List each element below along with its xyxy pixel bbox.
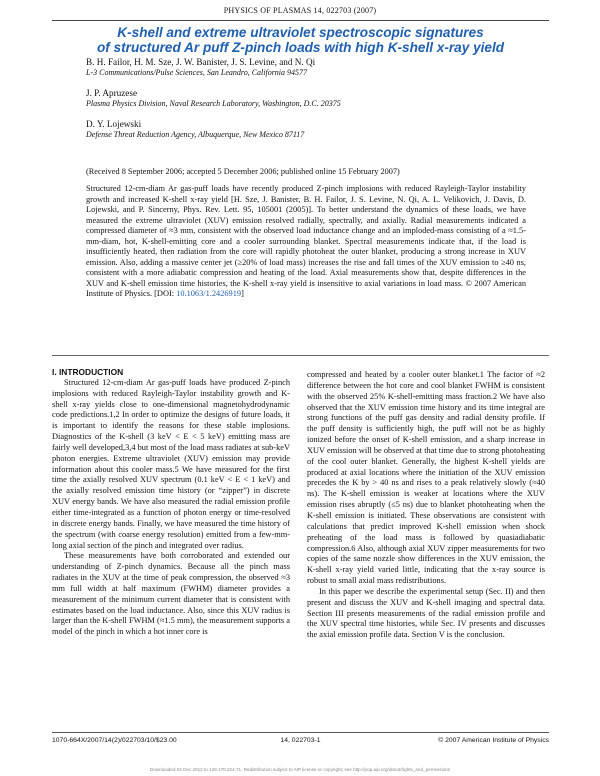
paragraph: Structured 12-cm-diam Ar gas-puff loads have produced Z-pinch implosions with reduced Rayleigh-Taylor instability growth and K-shell x-ray yields close to one-dimensional magnetohydrodynamic code predictions.1,2 In order to optimize the designs of future loads, it is important to identify the reasons for these stable implosions. Diagnostics of the K-shell (3 keV < E < 5 keV) emitting mass are fairly well developed,3,4 but most of the load mass radiates at sub-keV photon energies. Extreme ultraviolet (XUV) emission may provide information about this cooler mass.5 We have measured for the first time the axially resolved XUV spectrum (0.1 keV < E < 1 keV) and the axially resolved emission time history (or “zipper”) in discrete XUV energy bands. We have also measured the radial emission profile either time-integrated as a function of photon energy or time-resolved in discrete energy bands. Finally, we have measured the time history of the spectrum (with coarse energy resolution) emitted from a few-mm-long axial section of the pinch and integrated over radius. [52,377,290,550]
paragraph: In this paper we describe the experimental setup (Sec. II) and then present and discuss the XUV and K-shell imaging and spectral data. Section III presents measurements of the radial emission profile and the XUV spectral time histories, while Sec. IV presents and discusses the axial emission profile data. Section V is the conclusion. [307,586,545,640]
download-notice: Downloaded 04 Dec 2012 to 128.170.224.71. Redistribution subject to AIP license or copyright; see http://pop.aip.org/about/rights_and_permissions [149,767,451,772]
abstract [86,184,526,300]
author-affiliation: Plasma Physics Division, Naval Research Laboratory, Washington, D.C. 20375 [86,99,341,108]
article-title [52,25,549,55]
footer-copyright: © 2007 American Institute of Physics [438,737,549,744]
author-affiliation: L-3 Communications/Pulse Sciences, San Leandro, California 94577 [86,68,308,77]
paragraph: These measurements have both corroborated and extended our understanding of Z-pinch dynamics. Because all the pinch mass radiates in the XUV at the time of peak compression, the observed ≈3 mm full width at half maximum (FWHM) diameter provides a measurement of the minimum current diameter that is consistent with estimates based on the load inductance. Also, since this XUV radius is larger than the K-shell FWHM (≈1.5 mm), the measurement supports a model of the pinch in which a hot inner core is [52,551,290,637]
abstract-close-bracket: ] [241,289,244,299]
right-column [307,370,545,641]
author-group-2 [86,88,556,109]
footer-page-number: 14, 022703-1 [280,737,321,744]
doi-link[interactable]: 10.1063/1.2426919 [176,289,242,299]
author-group-1 [86,57,556,78]
section-heading: I. INTRODUCTION [52,367,124,377]
paragraph: compressed and heated by a cooler outer blanket.1 The factor of ≈2 difference between the hot core and cool blanket FWHM is consistent with the observed 25% K-shell-emitting mass fraction.2 We have also observed that the XUV emission time history and its time integral are strong functions of the puff gas density and radial density profile. If the puff density is sufficiently high, the puff will not be as highly ionized before the onset of K-shell emission, and a sharp increase in XUV emission will be observed at that time due to strong photoheating of the cool outer blanket. Generally, the highest K-shell yields are produced at axial locations where the initiation of the XUV emission precedes the K by > 40 ns and rises to a peak relatively slowly (≈40 ns). The K-shell emission is weaker at locations where the XUV emission rises abruptly (≤5 ns) due to blanket photoheating when the K-shell emission is initiated. These observations are consistent with calculations that predict improved K-shell emission when shock preheating of the load mass is followed by quasiadiabatic compression.6 Also, although axial XUV zipper measurements for two copies of the same nozzle show differences in the XUV emission, the K-shell x-ray yield varied little, indicating that the x-ray source is robust to small axial mass redistributions. [307,370,545,586]
author-names: B. H. Failor, H. M. Sze, J. W. Banister, J. S. Levine, and N. Qi [86,57,316,67]
author-names: D. Y. Lojewski [86,119,142,129]
author-affiliation: Defense Threat Reduction Agency, Albuquerque, New Mexico 87117 [86,130,305,139]
footer-issn: 1070-664X/2007/14(2)/022703/10/$23.00 [52,737,177,744]
title-line-2: of structured Ar puff Z-pinch loads with high K-shell x-ray yield [96,40,505,55]
title-line-1: K-shell and extreme ultraviolet spectroscopic signatures [117,25,484,40]
footer-divider [52,732,549,733]
header-divider [52,20,549,21]
abstract-divider [52,355,549,356]
author-names: J. P. Apruzese [86,88,138,98]
left-column [52,367,290,638]
author-group-3 [86,119,556,140]
abstract-body: Structured 12-cm-diam Ar gas-puff loads have recently produced Z-pinch implosions with reduced Rayleigh-Taylor instability growth and increased K-shell x-ray yield [H. Sze, J. Banister, B. H. Failor, J. S. Levine, N. Qi, A. L. Velikovich, J. Davis, D. Lojewski, and P. Sincerny, Phys. Rev. Lett. 95, 105001 (2005)]. To better understand the dynamics of these loads, we have measured the extreme ultraviolet (XUV) emission resolved radially, spectrally, and axially. Radial measurements indicated a compressed diameter of ≈3 mm, consistent with the observed load inductance change and an imploded-mass consisting of a ≈1.5-mm-diam, hot, K-shell-emitting core and a cooler surrounding blanket. Spectral measurements indicate that, if the load is insufficiently heated, then radiation from the core will rapidly photoheat the outer blanket, producing a strong increase in XUV emission. Also, adding a massive center jet (≥20% of load mass) increases the rise and fall times of the XUV emission to ≥40 ns, consistent with a more adiabatic compression and heating of the load. Axial measurements show that, despite differences in the XUV and K-shell emission time histories, the K-shell x-ray yield is insensitive to axial variations in load mass. © 2007 American Institute of Physics. [DOI: [86,184,526,299]
journal-header: PHYSICS OF PLASMAS 14, 022703 (2007) [223,6,377,15]
publication-dates: (Received 8 September 2006; accepted 5 December 2006; published online 15 February 2007) [86,167,400,176]
